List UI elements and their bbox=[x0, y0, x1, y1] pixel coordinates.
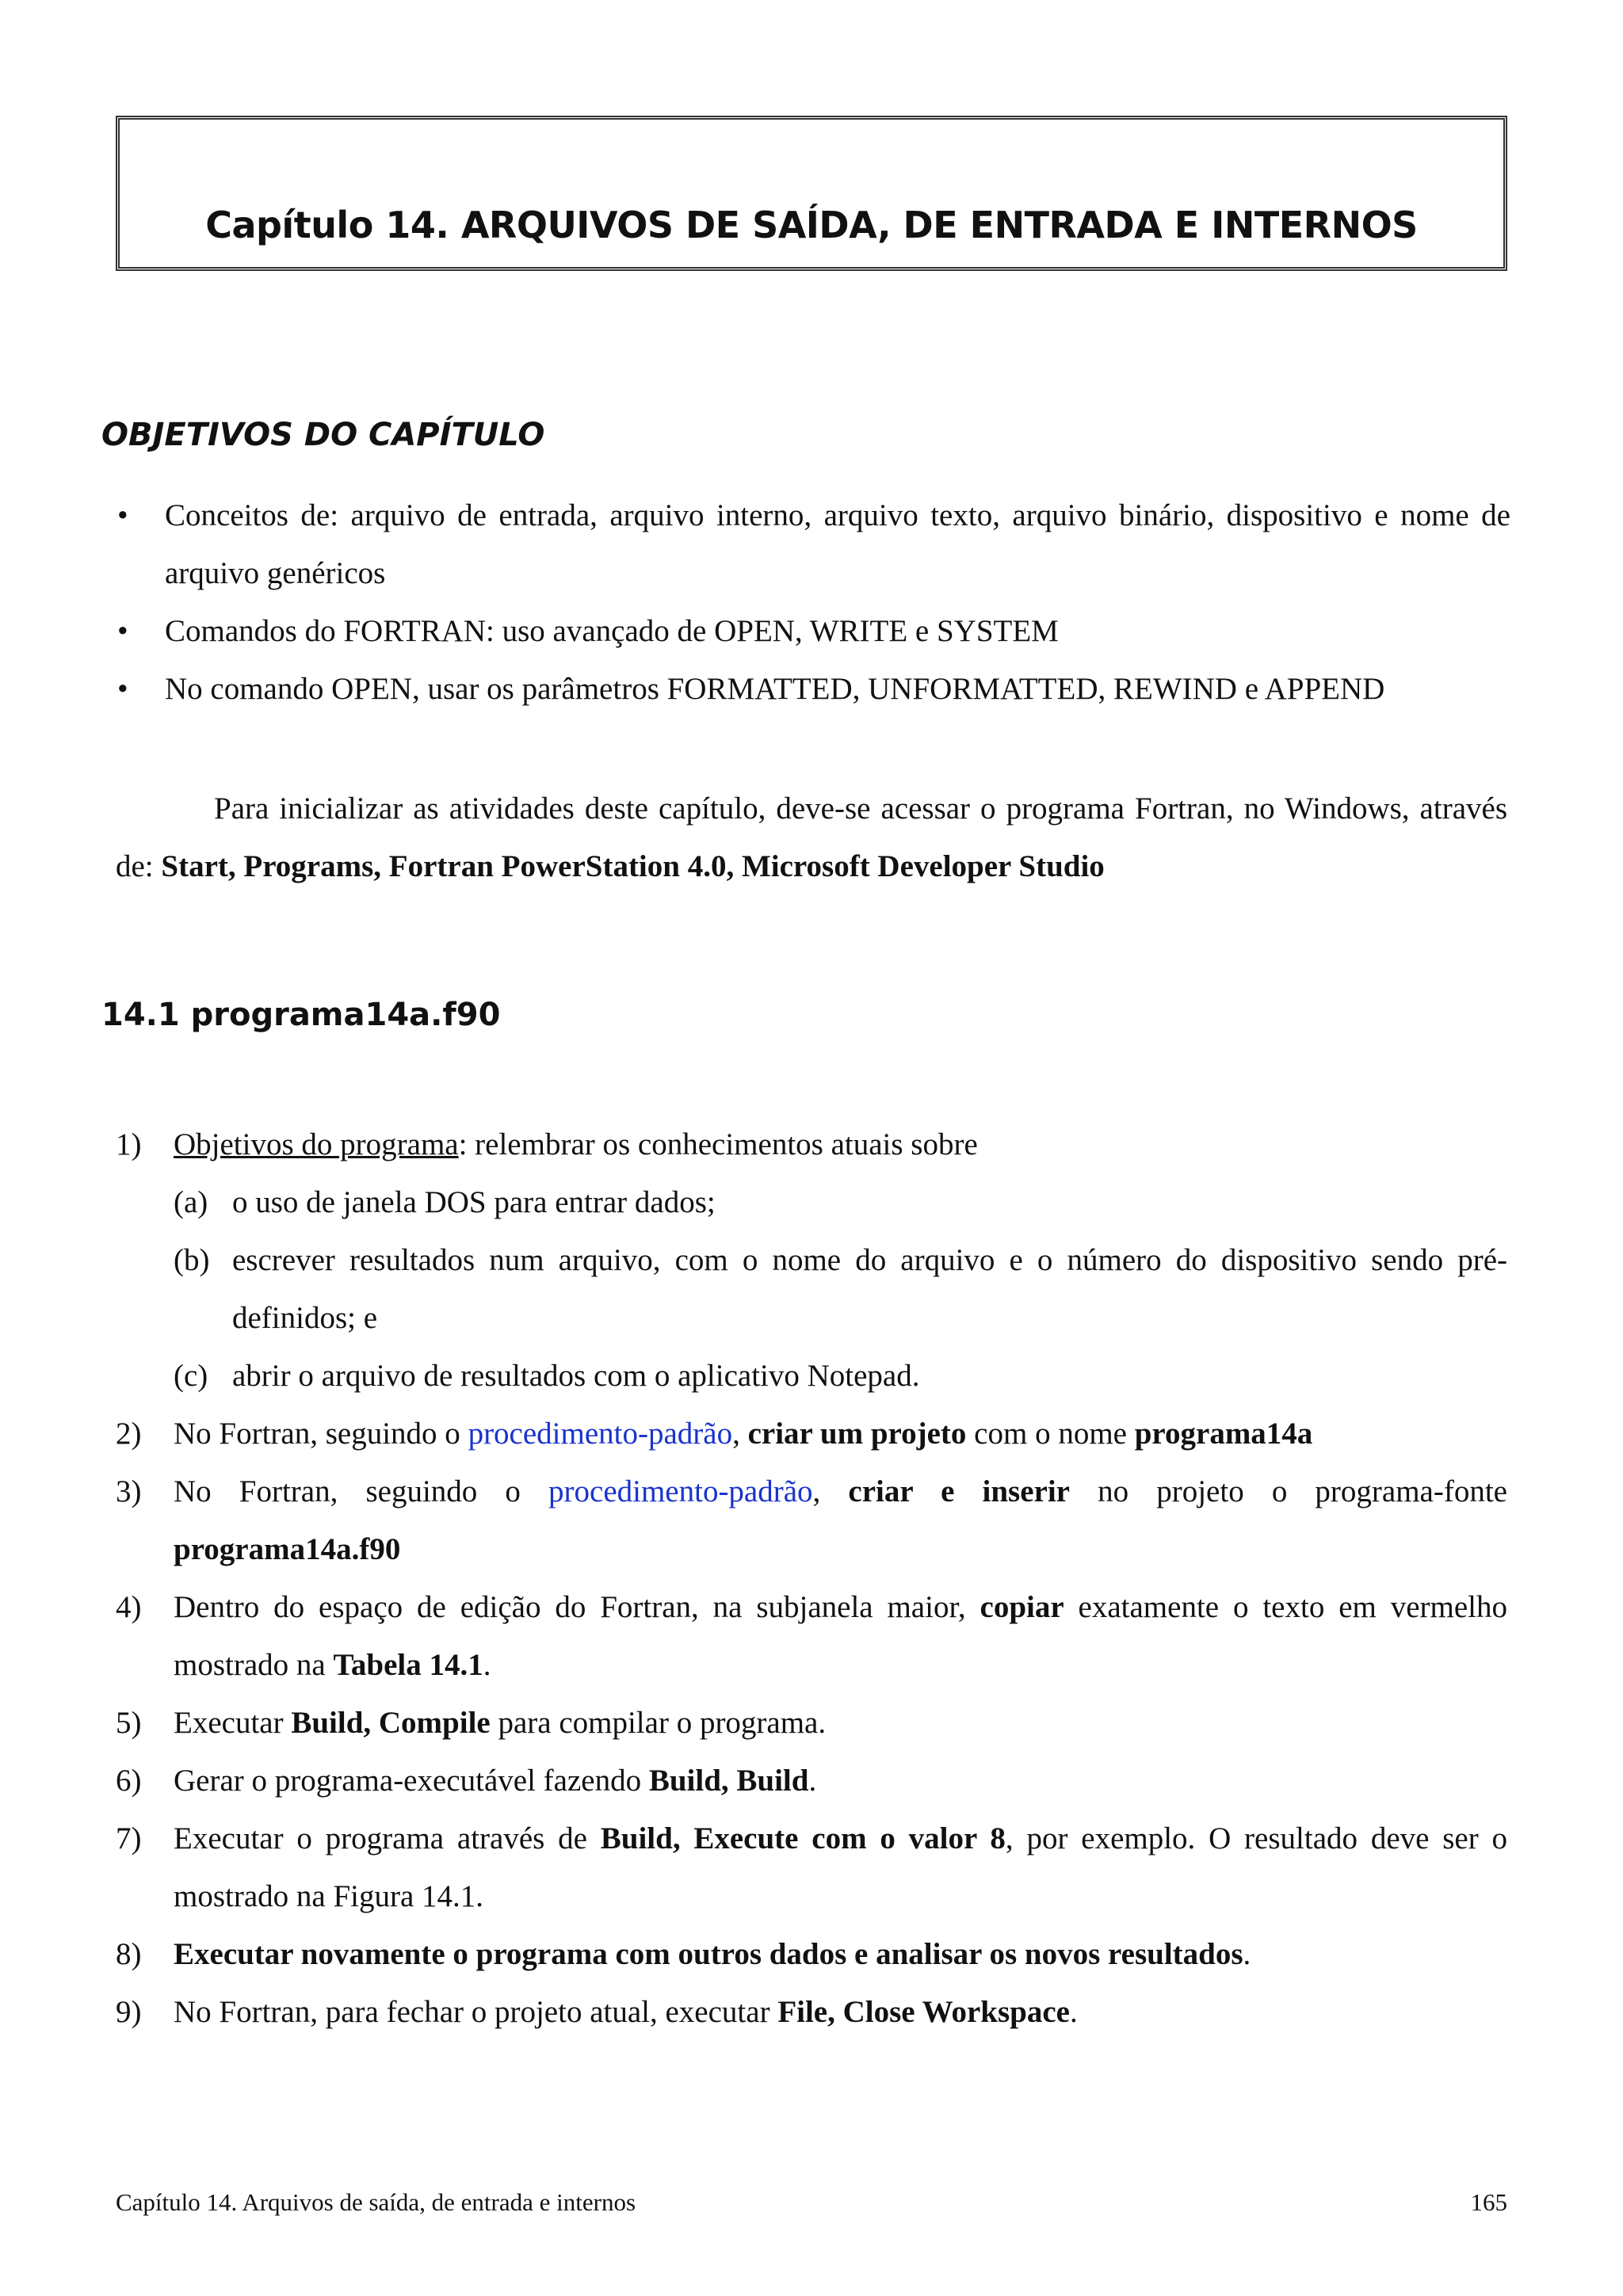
step-text: No Fortran, seguindo o bbox=[174, 1474, 549, 1508]
step-bold-text: Build, Build bbox=[648, 1764, 809, 1798]
step-number: 2) bbox=[116, 1417, 142, 1451]
step-1-text: : relembrar os conhecimentos atuais sobre bbox=[458, 1127, 978, 1161]
step-1-subitems bbox=[174, 1173, 1507, 1405]
step-text: no projeto o programa-fonte bbox=[1070, 1474, 1507, 1508]
step-text: Executar o programa através de bbox=[174, 1821, 601, 1855]
sub-item-letter: (b) bbox=[174, 1243, 210, 1277]
step-text: No Fortran, seguindo o bbox=[174, 1417, 468, 1451]
intro-text: Para inicializar as atividades deste capítulo, deve-se acessar o programa Fortran, no Windows, através de: bbox=[116, 791, 1507, 883]
procedimento-padrao-link[interactable]: procedimento-padrão bbox=[548, 1474, 813, 1508]
step-text: , bbox=[732, 1417, 748, 1451]
step-text: , bbox=[812, 1474, 849, 1508]
intro-menu-path: Start, Programs, Fortran PowerStation 4.0, Microsoft Developer Studio bbox=[161, 849, 1105, 883]
sub-item-text: o uso de janela DOS para entrar dados; bbox=[232, 1185, 716, 1219]
step-text: exatamente o texto em vermelho mostrado na bbox=[174, 1590, 1507, 1682]
objective-text: Conceitos de: arquivo de entrada, arquivo interno, arquivo texto, arquivo binário, dispositivo e nome de arquivo genéricos bbox=[165, 498, 1510, 590]
objective-text: No comando OPEN, usar os parâmetros FORMATTED, UNFORMATTED, REWIND e APPEND bbox=[165, 672, 1385, 706]
source-file-name: programa14a.f90 bbox=[174, 1532, 401, 1566]
sub-item-c bbox=[174, 1347, 1507, 1405]
intro-paragraph bbox=[116, 780, 1507, 895]
objective-item bbox=[116, 660, 1510, 718]
step-4 bbox=[116, 1578, 1507, 1694]
sub-item-letter: (c) bbox=[174, 1359, 208, 1393]
step-number: 5) bbox=[116, 1706, 142, 1740]
step-2 bbox=[116, 1405, 1507, 1463]
step-number: 6) bbox=[116, 1764, 142, 1798]
page-number: 165 bbox=[1470, 2188, 1507, 2216]
footer-chapter-title: Capítulo 14. Arquivos de saída, de entrada e internos bbox=[116, 2188, 636, 2216]
sub-item-b bbox=[174, 1231, 1507, 1347]
procedimento-padrao-link[interactable]: procedimento-padrão bbox=[468, 1417, 733, 1451]
objectives-heading: OBJETIVOS DO CAPÍTULO bbox=[101, 417, 545, 453]
step-number: 4) bbox=[116, 1590, 142, 1624]
step-1-label: Objetivos do programa bbox=[174, 1127, 459, 1161]
step-bold-text: Build, Compile bbox=[291, 1706, 491, 1740]
chapter-title: Capítulo 14. ARQUIVOS DE SAÍDA, DE ENTRADA E INTERNOS bbox=[205, 204, 1418, 246]
step-text: Gerar o programa-executável fazendo bbox=[174, 1764, 649, 1798]
objective-text: Comandos do FORTRAN: uso avançado de OPEN, WRITE e SYSTEM bbox=[165, 614, 1059, 648]
bullet-icon: • bbox=[117, 672, 128, 706]
step-bold-text: Build, Execute com o valor 8 bbox=[600, 1821, 1006, 1855]
step-1 bbox=[116, 1116, 1507, 1405]
table-reference: Tabela 14.1 bbox=[333, 1648, 483, 1682]
step-text: . bbox=[483, 1648, 491, 1682]
step-bold-text: copiar bbox=[980, 1590, 1064, 1624]
steps-list bbox=[116, 1116, 1507, 2041]
step-bold-text: Executar novamente o programa com outros dados e analisar os novos resultados bbox=[174, 1937, 1243, 1971]
step-number: 9) bbox=[116, 1995, 142, 2029]
step-number: 7) bbox=[116, 1821, 142, 1855]
bullet-icon: • bbox=[117, 614, 128, 648]
step-8 bbox=[116, 1925, 1507, 1983]
step-6 bbox=[116, 1752, 1507, 1810]
step-text: , por exemplo. O resultado deve ser o mostrado na Figura 14.1. bbox=[174, 1821, 1508, 1913]
bullet-icon: • bbox=[117, 498, 128, 532]
objective-item bbox=[116, 486, 1510, 602]
step-bold-text: File, Close Workspace bbox=[777, 1995, 1070, 2029]
step-bold-text: criar e inserir bbox=[848, 1474, 1070, 1508]
step-text: Executar bbox=[174, 1706, 292, 1740]
step-text: com o nome bbox=[966, 1417, 1135, 1451]
step-9 bbox=[116, 1983, 1507, 2041]
step-text: . bbox=[808, 1764, 817, 1798]
sub-item-letter: (a) bbox=[174, 1185, 208, 1219]
step-number: 1) bbox=[116, 1127, 142, 1161]
sub-item-text: abrir o arquivo de resultados com o aplicativo Notepad. bbox=[232, 1359, 920, 1393]
objective-item bbox=[116, 602, 1510, 660]
section-heading: 14.1 programa14a.f90 bbox=[101, 997, 501, 1033]
chapter-title-box bbox=[116, 116, 1507, 271]
step-text: . bbox=[1069, 1995, 1078, 2029]
objectives-list bbox=[116, 486, 1510, 718]
project-name: programa14a bbox=[1134, 1417, 1313, 1451]
step-bold-text: criar um projeto bbox=[747, 1417, 967, 1451]
step-number: 3) bbox=[116, 1474, 142, 1508]
step-7 bbox=[116, 1810, 1507, 1925]
step-text: No Fortran, para fechar o projeto atual, executar bbox=[174, 1995, 778, 2029]
step-text: Dentro do espaço de edição do Fortran, na subjanela maior, bbox=[174, 1590, 980, 1624]
step-number: 8) bbox=[116, 1937, 142, 1971]
step-5 bbox=[116, 1694, 1507, 1752]
sub-item-a bbox=[174, 1173, 1507, 1231]
step-text: para compilar o programa. bbox=[490, 1706, 827, 1740]
sub-item-text: escrever resultados num arquivo, com o nome do arquivo e o número do dispositivo sendo pré-definidos; e bbox=[232, 1243, 1507, 1335]
step-3 bbox=[116, 1463, 1507, 1578]
step-text: . bbox=[1243, 1937, 1251, 1971]
